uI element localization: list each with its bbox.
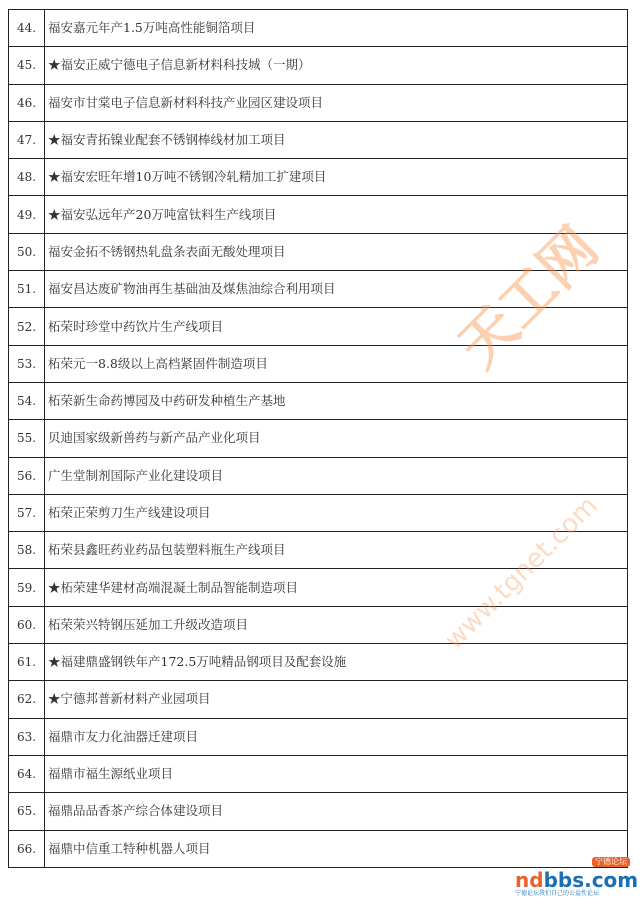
project-name: ★福建鼎盛钢铁年产172.5万吨精品钢项目及配套设施: [45, 644, 628, 681]
project-name: ★宁德邦普新材料产业园项目: [45, 681, 628, 718]
table-row: [9, 10, 628, 47]
project-name: 福安昌达废矿物油再生基础油及煤焦油综合利用项目: [45, 271, 628, 308]
table-row: [9, 606, 628, 643]
table-row: [9, 681, 628, 718]
project-name: ★福安弘远年产20万吨富钛料生产线项目: [45, 196, 628, 233]
row-number: 51.: [9, 271, 45, 308]
table-row: [9, 196, 628, 233]
row-number: 64.: [9, 755, 45, 792]
row-number: 63.: [9, 718, 45, 755]
table-row: [9, 532, 628, 569]
row-number: 62.: [9, 681, 45, 718]
project-name: 福鼎市福生源纸业项目: [45, 755, 628, 792]
row-number: 46.: [9, 84, 45, 121]
row-number: 52.: [9, 308, 45, 345]
row-number: 45.: [9, 47, 45, 84]
row-number: 59.: [9, 569, 45, 606]
row-number: 48.: [9, 159, 45, 196]
project-name: 柘荣正荣剪刀生产线建设项目: [45, 494, 628, 531]
project-name: 福鼎市友力化油器迁建项目: [45, 718, 628, 755]
table-row: [9, 420, 628, 457]
table-row: [9, 271, 628, 308]
project-name: 福安金拓不锈钢热轧盘条表面无酸处理项目: [45, 233, 628, 270]
row-number: 65.: [9, 793, 45, 830]
project-name: 福安市甘棠电子信息新材料科技产业园区建设项目: [45, 84, 628, 121]
row-number: 53.: [9, 345, 45, 382]
row-number: 54.: [9, 382, 45, 419]
table-row: [9, 121, 628, 158]
project-name: 柘荣元一8.8级以上高档紧固件制造项目: [45, 345, 628, 382]
table-row: [9, 830, 628, 867]
table-row: [9, 793, 628, 830]
table-row: [9, 755, 628, 792]
table-row: [9, 84, 628, 121]
row-number: 60.: [9, 606, 45, 643]
table-row: [9, 47, 628, 84]
row-number: 58.: [9, 532, 45, 569]
project-name: ★福安青拓镍业配套不锈钢棒线材加工项目: [45, 121, 628, 158]
project-name: 福鼎品品香茶产综合体建设项目: [45, 793, 628, 830]
ndbbs-logo: [515, 857, 639, 902]
logo-main-a: nd: [515, 868, 544, 892]
project-name: ★柘荣建华建材高端混凝土制品智能制造项目: [45, 569, 628, 606]
watermark-text: 天工网: [446, 215, 612, 381]
table-row: [9, 718, 628, 755]
watermark-url: www.tgnet.com: [439, 490, 604, 656]
row-number: 57.: [9, 494, 45, 531]
table-row: [9, 457, 628, 494]
logo-sub: 宁德论坛我们自己的公益性论坛: [515, 890, 600, 897]
table-row: [9, 569, 628, 606]
project-name: 柘荣荣兴特钢压延加工升级改造项目: [45, 606, 628, 643]
project-name: 柘荣时珍堂中药饮片生产线项目: [45, 308, 628, 345]
row-number: 61.: [9, 644, 45, 681]
row-number: 50.: [9, 233, 45, 270]
project-name: 广生堂制剂国际产业化建设项目: [45, 457, 628, 494]
project-name: ★福安宏旺年增10万吨不锈钢冷轧精加工扩建项目: [45, 159, 628, 196]
project-name: 贝迪国家级新兽药与新产品产业化项目: [45, 420, 628, 457]
project-name: 柘荣新生命药博园及中药研发种植生产基地: [45, 382, 628, 419]
project-name: 柘荣县鑫旺药业药品包装塑料瓶生产线项目: [45, 532, 628, 569]
logo-tag: 宁德论坛: [592, 857, 630, 867]
project-name: 福安嘉元年产1.5万吨高性能铜箔项目: [45, 10, 628, 47]
table-row: [9, 308, 628, 345]
table-row: [9, 382, 628, 419]
table-row: [9, 233, 628, 270]
row-number: 55.: [9, 420, 45, 457]
table-row: [9, 644, 628, 681]
row-number: 56.: [9, 457, 45, 494]
row-number: 44.: [9, 10, 45, 47]
table-row: [9, 345, 628, 382]
table-row: [9, 159, 628, 196]
row-number: 66.: [9, 830, 45, 867]
project-table: [8, 9, 628, 868]
project-name: ★福安正威宁德电子信息新材料科技城（一期）: [45, 47, 628, 84]
row-number: 49.: [9, 196, 45, 233]
table-row: [9, 494, 628, 531]
logo-main-b: bbs.com: [543, 868, 639, 892]
row-number: 47.: [9, 121, 45, 158]
project-name: 福鼎中信重工特种机器人项目: [45, 830, 628, 867]
